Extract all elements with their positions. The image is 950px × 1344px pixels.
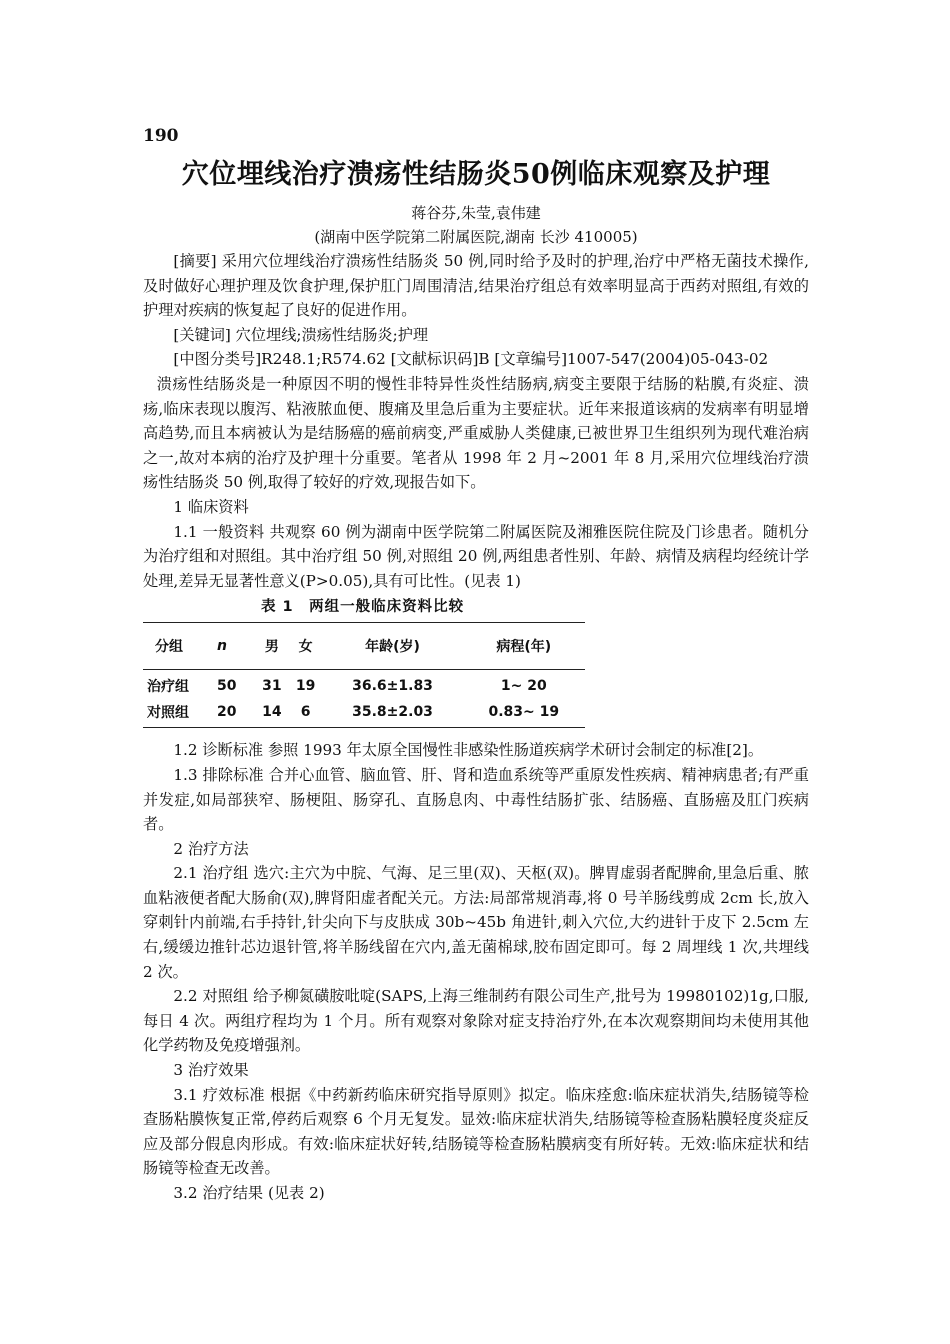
section-3-1: 3.1 疗效标准 根据《中药新药临床研究指导原则》拟定。临床痊愈:临床症状消失,结肠镜等检查肠粘膜恢复正常,停药后观察 6 个月无复发。显效:临床症状消失,结肠镜等检查肠粘膜轻度炎症反应及部分假息肉形成。有效:临床症状好转,结肠镜等检查肠粘膜病变有所好转。无效:临床症状和结肠镜等检查无改善。 [143,1085,809,1178]
abstract: [摘要] 采用穴位埋线治疗溃疡性结肠炎 50 例,同时给予及时的护理,治疗中严格无菌技术操作,及时做好心理护理及饮食护理,保护肛门周围清洁,结果治疗组总有效率明显高于西药对照组,有效的护理对疾病的恢复起了良好的促进作用。 [143,252,809,320]
cell-female: 19 [295,678,316,695]
cell-female: 6 [289,699,323,728]
section-1-2: 1.2 诊断标准 参照 1993 年太原全国慢性非感染性肠道疾病学术研讨会制定的标准[2]。 [173,741,764,760]
section-1-heading: 1 临床资料 [173,497,249,516]
section-2-heading: 2 治疗方法 [173,839,249,858]
header-female: 女 [289,623,323,670]
cell-duration: 1~ 20 [500,678,547,695]
section-2-1: 2.1 治疗组 选穴:主穴为中脘、气海、足三里(双)、天枢(双)。脾胃虚弱者配脾俞,里急后重、脓血粘液便者配大肠俞(双),脾肾阳虚者配关元。方法:局部常规消毒,将 0 号羊肠线剪成 2cm 长,放入穿刺针内前端,右手持针,针尖向下与皮肤成 30b~45b 角进针,刺入穴位,大约进针于皮下 2.5cm 左右,缓缓边推针芯边退针管,将羊肠线留在穴内,盖无菌棉球,胶布固定即可。每 2 周埋线 1 次,共埋线 2 次。 [143,864,809,981]
header-male: 男 [255,623,289,670]
article-page [143,126,809,1206]
header-n: n [217,623,255,670]
section-2-2: 2.2 对照组 给予柳氮磺胺吡啶(SAPS,上海三维制药有限公司生产,批号为 19980102)1g,口服,每日 4 次。两组疗程均为 1 个月。所有观察对象除对症支持治疗外,在本次观察期间均未使用其他化学药物及免疫增强剂。 [143,987,809,1055]
authors: 蒋谷芬,朱莹,袁伟建 [411,204,541,222]
cell-n: 20 [217,699,255,728]
table-row [143,670,585,700]
cell-n: 50 [217,678,237,695]
cell-male: 31 [262,678,282,695]
table-1-grid [143,622,585,728]
affiliation: (湖南中医学院第二附属医院,湖南 长沙 410005) [314,228,638,246]
header-group: 分组 [143,623,217,670]
intro-paragraph: 溃疡性结肠炎是一种原因不明的慢性非特异性炎性结肠病,病变主要限于结肠的粘膜,有炎症、溃疡,临床表现以腹泻、粘液脓血便、腹痛及里急后重为主要症状。近年来报道该病的发病率有明显增高趋势,而且本病被认为是结肠癌的癌前病变,严重威胁人类健康,已被世界卫生组织列为现代难治病之一,故对本病的治疗及护理十分重要。笔者从 1998 年 2 月~2001 年 8 月,采用穴位埋线治疗溃疡性结肠炎 50 例,取得了较好的疗效,现报告如下。 [143,374,809,492]
header-duration: 病程(年) [463,623,585,670]
section-3-heading: 3 治疗效果 [173,1061,249,1080]
cell-group: 对照组 [143,699,217,728]
table-1-title: 表 1 两组一般临床资料比较 [261,599,465,616]
classification: [中图分类号]R248.1;R574.62 [文献标识码]B [文章编号]1007-547(2004)05-043-02 [173,350,769,369]
article-title: 穴位埋线治疗溃疡性结肠炎50例临床观察及护理 [181,159,771,190]
cell-group: 治疗组 [147,679,189,696]
table-header-row [143,623,585,670]
section-1-1: 1.1 一般资料 共观察 60 例为湖南中医学院第二附属医院及湘雅医院住院及门诊患者。随机分为治疗组和对照组。其中治疗组 50 例,对照组 20 例,两组患者性别、年龄、病情及病程均经统计学处理,差异无显著性意义(P>0.05),具有可比性。(见表 1) [143,522,809,590]
table-row [143,699,585,728]
cell-age: 35.8±2.03 [323,699,463,728]
keywords: [关键词] 穴位埋线;溃疡性结肠炎;护理 [173,325,429,344]
section-1-3: 1.3 排除标准 合并心血管、脑血管、肝、肾和造血系统等严重原发性疾病、精神病患者;有严重并发症,如局部狭窄、肠梗阻、肠穿孔、直肠息肉、中毒性结肠扩张、结肠癌、直肠癌及肛门疾病者。 [143,765,809,834]
header-age: 年龄(岁) [323,623,463,670]
table-1 [143,595,809,728]
page-number: 190 [143,126,179,146]
cell-age: 36.6±1.83 [352,678,433,695]
section-3-2: 3.2 治疗结果 (见表 2) [173,1184,325,1202]
cell-duration: 0.83~ 19 [463,699,585,728]
cell-male: 14 [255,699,289,728]
